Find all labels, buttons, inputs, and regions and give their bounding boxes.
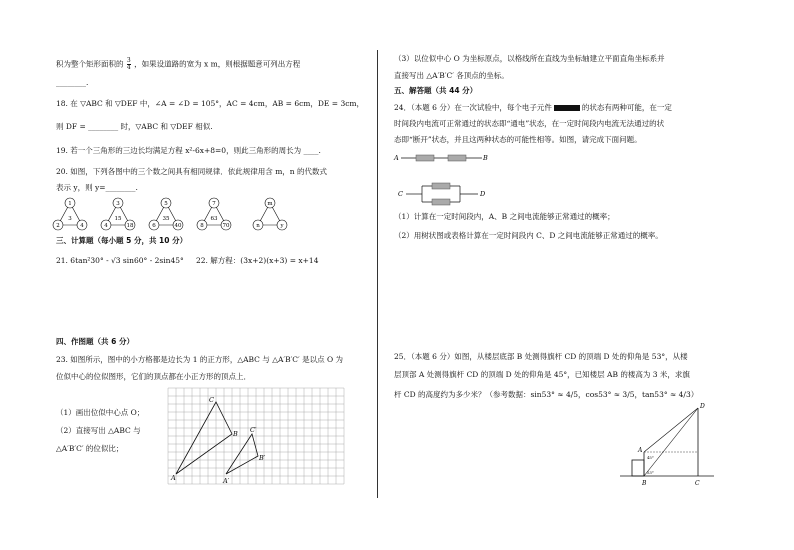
section-5-heading: 五、解答题（共 44 分） bbox=[394, 86, 478, 95]
node-value: y bbox=[280, 223, 284, 230]
node-value: m bbox=[267, 201, 273, 208]
q21-text: 21. 6tan²30° - √3 sin60° - 2sin45° bbox=[56, 256, 184, 265]
circuit-label-C: C bbox=[398, 190, 403, 198]
node-value: 3 bbox=[116, 201, 120, 208]
q24-line1: 24．（本题 6 分）在一次试验中，每个电子元件 的状态有两种可能，在一定 bbox=[394, 103, 672, 112]
circuit-ab-figure bbox=[394, 150, 494, 166]
q20-line1: 20. 如图，下列各图中的三个数之间具有相同规律．依此规律用含 m，n 的代数式 bbox=[56, 167, 328, 176]
q25-line2: 层顶部 A 处测得旗杆 CD 的顶端 D 处的仰角是 45°，已知楼层 AB 的楼高为 3 米，求旗 bbox=[394, 370, 690, 379]
node-value: 6 bbox=[152, 223, 156, 230]
number-triangle bbox=[253, 198, 287, 230]
node-value: 4 bbox=[104, 223, 108, 230]
center-value: 35 bbox=[162, 216, 170, 222]
similarity-grid-figure bbox=[168, 388, 348, 492]
center-value: 3 bbox=[68, 216, 72, 222]
label-C: C bbox=[209, 396, 214, 404]
sight-line-b bbox=[644, 408, 698, 476]
angle-45-label: 45° bbox=[647, 455, 654, 460]
label-A-prime: A′ bbox=[223, 477, 230, 485]
triangle-abc bbox=[176, 402, 232, 474]
q18-line1: 18. 在 ▽ABC 和 ▽DEF 中，∠A = ∠D = 105°，AC = 4cm，AB = 6cm，DE = 3cm， bbox=[56, 99, 365, 108]
intro-blank: ________. bbox=[56, 78, 89, 87]
node-value: 2 bbox=[56, 223, 60, 230]
q24-line3: 态即“断开”状态，并且这两种状态的可能性相等。如图，请完成下面问题。 bbox=[394, 135, 642, 144]
fig-label-B: B bbox=[642, 480, 647, 487]
flagpole-figure bbox=[620, 402, 720, 488]
label-B-prime: B′ bbox=[259, 454, 266, 462]
node-value: 40 bbox=[174, 223, 182, 230]
q23-sub3-line1: （3）以位似中心 O 为坐标原点，以格线所在直线为坐标轴建立平面直角坐标系并 bbox=[394, 54, 665, 63]
angle-53-label: 53° bbox=[647, 470, 654, 475]
number-triangle bbox=[197, 198, 231, 230]
q23-line2: 位似中心的位似图形，它们的顶点都在小正方形的顶点上． bbox=[56, 372, 251, 381]
node-value: 18 bbox=[126, 223, 134, 230]
circuit-label-D: D bbox=[480, 190, 486, 198]
node-value: n bbox=[256, 223, 260, 230]
center-value: 63 bbox=[210, 216, 218, 222]
center-value: 15 bbox=[114, 216, 122, 222]
label-B: B bbox=[233, 430, 238, 438]
node-value: 7 bbox=[212, 201, 216, 208]
q23-sub3-line2: 直接写出 △A′B′C′ 各顶点的坐标。 bbox=[394, 71, 509, 80]
element-4 bbox=[432, 199, 450, 205]
q23-sub1: （1）画出位似中心点 O； bbox=[56, 408, 145, 417]
frac-den: 4 bbox=[126, 64, 131, 71]
element-3 bbox=[432, 183, 450, 189]
node-value: 5 bbox=[164, 201, 168, 208]
element-2 bbox=[448, 155, 466, 161]
q24-sub2: （2）用树状图或表格计算在一定时间段内 C、D 之间电流能够正常通过的概率。 bbox=[394, 231, 663, 240]
building-small bbox=[632, 460, 644, 476]
q20-line2: 表示 y，则 y=________. bbox=[56, 183, 138, 192]
element-1 bbox=[416, 155, 434, 161]
triangle-pattern-figure bbox=[56, 197, 306, 233]
section-4-heading: 四、作图题（共 6 分） bbox=[56, 337, 134, 346]
q22-text: 22. 解方程：(3x+2)(x+3) = x+14 bbox=[196, 256, 319, 265]
frac-num: 3 bbox=[126, 57, 131, 64]
circuit-cd-figure bbox=[398, 180, 498, 208]
fig-label-C: C bbox=[695, 480, 700, 487]
number-triangle bbox=[149, 198, 183, 230]
node-value: 8 bbox=[200, 223, 204, 230]
number-triangle bbox=[101, 198, 135, 230]
circuit-label-A: A bbox=[394, 154, 399, 162]
intro-line: 积为整个矩形面积的 $\frac{3}{4}$ ，如果设道路的宽为 x m，则根据题意可列出方程 bbox=[56, 57, 301, 71]
q24-line2: 时间段内电流可正常通过的状态即“通电”状态，在一定时间段内电流无法通过的状 bbox=[394, 119, 665, 128]
q23-sub2b: △A′B′C′ 的位似比； bbox=[56, 444, 124, 453]
q23-line1: 23. 如图所示，图中的小方格都是边长为 1 的正方形，△ABC 与 △A′B′C′ 是以点 O 为 bbox=[56, 355, 344, 364]
fig-label-A: A bbox=[638, 447, 643, 454]
q25-line1: 25．（本题 6 分）如图，从楼层底部 B 处测得旗杆 CD 的顶端 D 处的仰角是 53°，从楼 bbox=[394, 352, 688, 361]
q25-line3: 杆 CD 的高度约为多少米？（参考数据：sin53° ≈ 4/5，cos53° ≈ 3/5，tan53° ≈ 4/3） bbox=[394, 390, 699, 399]
redacted-element bbox=[554, 105, 580, 111]
number-triangle bbox=[53, 198, 87, 230]
circuit-label-B: B bbox=[483, 154, 488, 162]
node-value: 70 bbox=[222, 223, 230, 230]
q23-sub2a: （2）直接写出 △ABC 与 bbox=[56, 426, 141, 435]
node-value: 4 bbox=[80, 223, 84, 230]
sight-line-a bbox=[644, 408, 698, 452]
fig-label-D: D bbox=[700, 403, 705, 410]
q19-text: 19. 若一个三角形的三边长均满足方程 x²-6x+8=0，则此三角形的周长为 ____. bbox=[56, 146, 321, 155]
q24-sub1: （1）计算在一定时间段内，A、B 之间电流能够正常通过的概率； bbox=[394, 212, 615, 221]
label-C-prime: C′ bbox=[250, 426, 257, 434]
column-divider bbox=[377, 50, 378, 498]
q18-line2: 则 DF = ________ 时，▽ABC 和 ▽DEF 相似. bbox=[56, 122, 213, 131]
label-A: A bbox=[171, 474, 176, 482]
section-3-heading: 三、计算题（每小题 5 分，共 10 分） bbox=[56, 236, 188, 245]
node-value: 1 bbox=[68, 201, 72, 208]
